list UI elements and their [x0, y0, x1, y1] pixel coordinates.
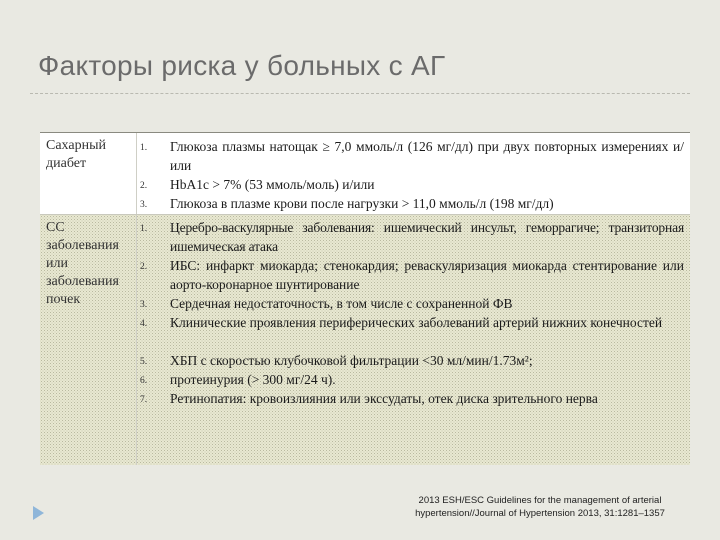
category-cell: Сахарный диабет	[46, 138, 106, 171]
list-item	[140, 175, 684, 194]
column-divider	[136, 133, 137, 214]
item-text: Клинические проявления периферических заболеваний артерий нижних конечностей	[170, 315, 663, 330]
slide-title: Факторы риска у больных с АГ	[38, 50, 446, 81]
item-text: протеинурия (> 300 мг/24 ч).	[170, 372, 336, 387]
item-number: 4.	[140, 319, 148, 329]
item-text: Сердечная недостаточность, в том числе с сохраненной ФВ	[170, 296, 513, 311]
table-row-diabetes	[40, 133, 690, 214]
list-item	[140, 218, 684, 256]
table-row-cv-renal	[40, 214, 690, 465]
item-text: ХБП с скоростью клубочковой фильтрации <30 мл/мин/1.73м²;	[170, 353, 533, 368]
item-number: 2.	[140, 262, 148, 272]
column-divider	[136, 215, 137, 465]
citation	[380, 494, 700, 520]
item-number: 7.	[140, 395, 148, 405]
list-item	[140, 194, 684, 213]
item-text: Церебро-васкулярные заболевания: ишемический инсульт, геморрагиче; транзиторная ишемическая атака	[170, 220, 684, 254]
item-number: 1.	[140, 224, 148, 234]
item-number: 2.	[140, 181, 148, 191]
item-text: Ретинопатия: кровоизлияния или экссудаты, отек диска зрительного нерва	[170, 391, 598, 406]
item-text: HbA1c > 7% (53 ммоль/моль) и/или	[170, 177, 375, 192]
citation-line: hypertension//Journal of Hypertension 2013, 31:1281–1357	[415, 508, 665, 519]
list-item	[140, 370, 684, 389]
item-number: 1.	[140, 143, 148, 153]
list-item	[140, 137, 684, 175]
play-arrow-icon[interactable]	[33, 506, 44, 520]
risk-factors-table	[40, 132, 690, 465]
item-text: Глюкоза в плазме крови после нагрузки > 11,0 ммоль/л (198 мг/дл)	[170, 196, 554, 211]
citation-line: 2013 ESH/ESC Guidelines for the management of arterial	[418, 495, 662, 506]
list-item	[140, 351, 684, 370]
list-item	[140, 294, 684, 313]
item-number: 3.	[140, 300, 148, 310]
item-text: ИБС: инфаркт миокарда; стенокардия; реваскуляризация миокарда стентирование или аорто-коронарное шунтирование	[170, 258, 684, 292]
list-item	[140, 389, 684, 408]
item-number: 5.	[140, 357, 148, 367]
list-item	[140, 313, 684, 332]
title-divider	[30, 93, 690, 94]
list-item	[140, 256, 684, 294]
category-cell: СС заболевания или заболевания почек	[46, 220, 119, 307]
item-number: 3.	[140, 200, 148, 210]
item-text: Глюкоза плазмы натощак ≥ 7,0 ммоль/л (126 мг/дл) при двух повторных измерениях и/или	[170, 139, 684, 173]
item-number: 6.	[140, 376, 148, 386]
